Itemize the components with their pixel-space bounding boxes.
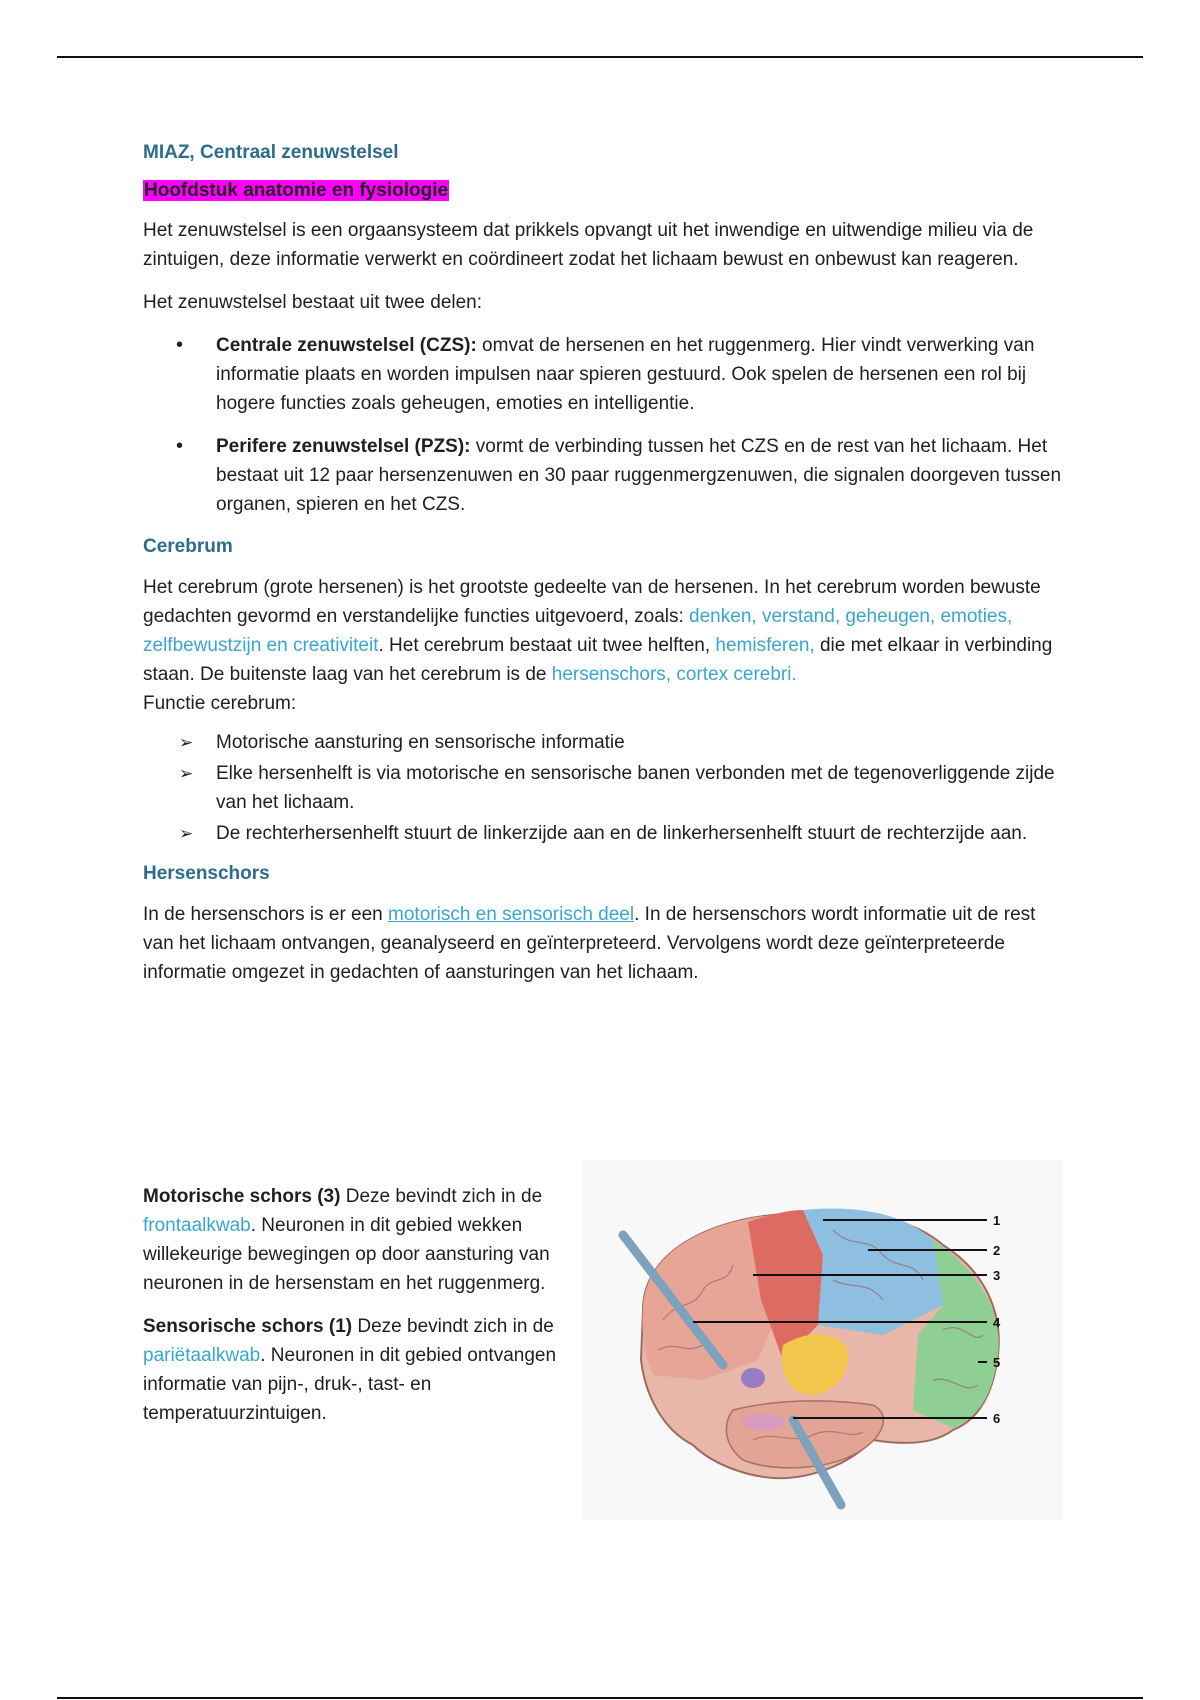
- cortex-link[interactable]: hersenschors, cortex cerebri.: [551, 664, 797, 685]
- insula-region: [741, 1368, 765, 1388]
- text-run: . Neuronen in dit gebied ontvangen informatie van pijn-, druk-, tast- en temperatuurzintuigen.: [143, 1345, 557, 1424]
- nervous-system-parts-list: [143, 331, 1063, 519]
- bullet-term: Perifere zenuwstelsel (PZS):: [216, 436, 471, 457]
- figure-label-5: 5: [993, 1355, 1001, 1370]
- left-column-text: [143, 1182, 573, 1442]
- text-run: die met elkaar in verbinding staan. De buitenste laag van het cerebrum is de: [143, 635, 1053, 685]
- cortex-paragraph: [143, 900, 1063, 987]
- brain-illustration: [583, 1160, 1063, 1520]
- footer-rule: [57, 1697, 1143, 1699]
- parietal-lobe-link[interactable]: pariëtaalkwab: [143, 1345, 261, 1366]
- motor-sensory-link[interactable]: motorisch en sensorisch deel: [388, 904, 635, 925]
- intro-paragraph: Het zenuwstelsel is een orgaansysteem dat prikkels opvangt uit het inwendige en uitwendige milieu via de zintuigen, deze informatie verwerkt en coördineert zodat het lichaam bewust en onbewust kan reageren.: [143, 220, 1034, 270]
- function-label: Functie cerebrum:: [143, 693, 297, 714]
- figure-label-6: 6: [993, 1411, 1001, 1426]
- chapter-heading: [143, 178, 1063, 204]
- text-run: . In de hersenschors wordt informatie uit de rest van het lichaam ontvangen, geanalyseerd en geïnterpreteerd. Vervolgens wordt deze geïnterpreteerde informatie omgezet in gedachten of aansturingen van het lichaam.: [143, 904, 1036, 983]
- chapter-highlight: Hoofdstuk anatomie en fysiologie: [144, 180, 449, 201]
- text-run: In de hersenschors is er een: [143, 904, 389, 925]
- two-column-section: [143, 1160, 1143, 1520]
- text-run: . Neuronen in dit gebied wekken willekeurige bewegingen op door aansturing van neuronen in de hersenstam en het ruggenmerg.: [143, 1215, 550, 1294]
- hemispheres-link[interactable]: hemisferen,: [715, 635, 815, 656]
- functions-link[interactable]: denken, verstand, geheugen, emoties, zelfbewustzijn en creativiteit: [143, 606, 1013, 656]
- figure-label-2: 2: [993, 1243, 1001, 1258]
- cerebrum-heading: Cerebrum: [143, 536, 233, 557]
- bullet-term: Centrale zenuwstelsel (CZS):: [216, 335, 477, 356]
- text-run: Het cerebrum (grote hersenen) is het grootste gedeelte van de hersenen. In het cerebrum worden bewuste gedachten gevormd en verstandelijke functies uitgevoerd, zoals:: [143, 577, 1041, 627]
- bullet-text: vormt de verbinding tussen het CZS en de rest van het lichaam. Het bestaat uit 12 paar hersenzenuwen en 30 paar ruggenmergzenuwen, die signalen doorgeven tussen organen, spieren en het CZS.: [216, 436, 1062, 515]
- cerebrum-functions-list: [143, 728, 1063, 848]
- figure-label-4: 4: [993, 1315, 1001, 1330]
- figure-label-3: 3: [993, 1268, 1001, 1283]
- figure-label-1: 1: [993, 1213, 1001, 1228]
- list-item: ➢ De rechterhersenhelft stuurt de linkerzijde aan en de linkerhersenhelft stuurt de rechterzijde aan.: [143, 819, 1063, 848]
- motor-cortex-paragraph: [143, 1182, 573, 1298]
- list-item: [143, 432, 1063, 519]
- list-item: ➢ Motorische aansturing en sensorische informatie: [143, 728, 1063, 757]
- list-item: ➢ Elke hersenhelft is via motorische en sensorische banen verbonden met de tegenoverliggende zijde van het lichaam.: [143, 759, 1063, 817]
- frontal-lobe-link[interactable]: frontaalkwab: [143, 1215, 251, 1236]
- cerebrum-paragraph: [143, 573, 1063, 689]
- sensory-term: Sensorische schors (1): [143, 1316, 353, 1337]
- text-run: Deze bevindt zich in de: [352, 1316, 554, 1337]
- limbic-region: [741, 1414, 785, 1430]
- bullet-text: omvat de hersenen en het ruggenmerg. Hier vindt verwerking van informatie plaats en worden impulsen naar spieren gestuurd. Ook spelen de hersenen een rol bij hogere functies zoals geheugen, emoties en intelligentie.: [216, 335, 1035, 414]
- cortex-heading: Hersenschors: [143, 863, 270, 884]
- text-run: Deze bevindt zich in de: [340, 1186, 543, 1207]
- text-run: . Het cerebrum bestaat uit twee helften,: [378, 635, 716, 656]
- sensory-cortex-paragraph: [143, 1312, 573, 1428]
- list-item: [143, 331, 1063, 418]
- document-title: MIAZ, Centraal zenuwstelsel: [143, 142, 399, 163]
- parts-intro: Het zenuwstelsel bestaat uit twee delen:: [143, 292, 483, 313]
- motor-term: Motorische schors (3): [143, 1186, 341, 1207]
- document-body: [143, 140, 1063, 1001]
- header-rule: [57, 56, 1143, 58]
